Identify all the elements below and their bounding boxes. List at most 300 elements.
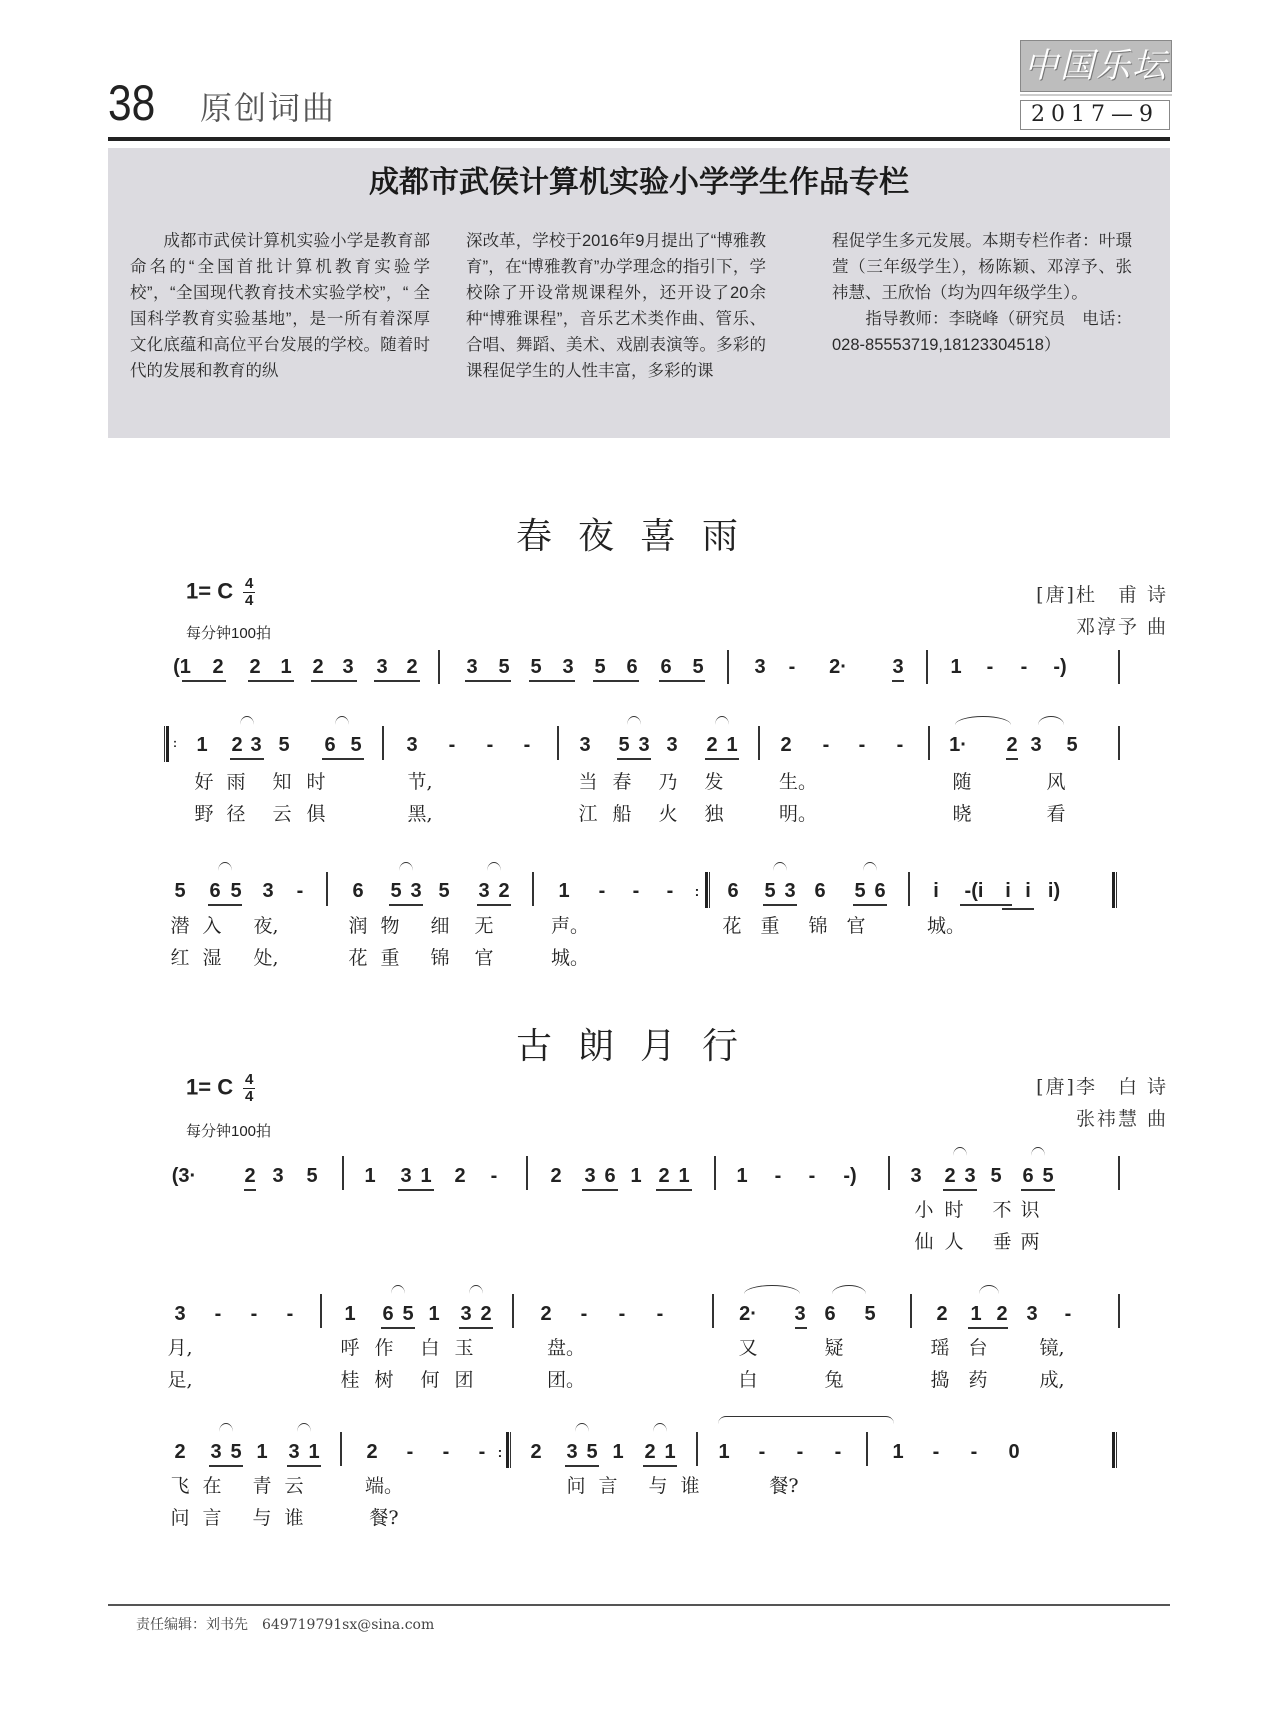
note: 2 <box>312 656 324 678</box>
note: 1 <box>718 1441 730 1463</box>
note: 3 <box>174 1303 186 1325</box>
intro-text-3: 程促学生多元发展。本期专栏作者：叶璟萱（三年级学生），杨陈颖、邓淳予、张祎慧、王欣怡（均为四年级学生）。 <box>832 232 1132 302</box>
lyric: 言 <box>202 1507 222 1529</box>
barline <box>1118 1294 1120 1328</box>
barline <box>512 1294 514 1328</box>
note: 3 <box>272 1165 284 1187</box>
barline <box>1118 1156 1120 1190</box>
lyric: 小 <box>914 1199 934 1221</box>
lyric: 好 <box>194 771 214 793</box>
note: 5 <box>1042 1165 1054 1187</box>
note: 2 <box>231 734 243 756</box>
note: 3 <box>566 1441 578 1463</box>
note: 1 <box>280 656 292 678</box>
lyric: 镜, <box>1039 1337 1065 1359</box>
note: 2 <box>936 1303 948 1325</box>
note: 6 <box>626 656 638 678</box>
lyric: 火 <box>658 803 678 825</box>
repeat-end <box>705 872 710 908</box>
footer-rule <box>108 1604 1170 1606</box>
note: 3 <box>460 1303 472 1325</box>
final-barline <box>1112 872 1117 908</box>
note: - <box>970 1441 978 1463</box>
note: 3 <box>406 734 418 756</box>
note: - <box>774 1165 782 1187</box>
intro-column-3 <box>832 228 1132 358</box>
key-label: 1= C <box>186 1074 234 1100</box>
lyric: 垂 <box>992 1231 1012 1253</box>
lyric: 江 <box>578 803 598 825</box>
barline <box>910 1294 912 1328</box>
lyric: 当 <box>578 771 598 793</box>
note: - <box>598 880 606 902</box>
barline <box>727 650 729 684</box>
note: - <box>618 1303 626 1325</box>
barline <box>438 650 440 684</box>
note: 2 <box>658 1165 670 1187</box>
note: 3 <box>342 656 354 678</box>
note: 5 <box>1066 734 1078 756</box>
note: 2 <box>550 1165 562 1187</box>
barline <box>1118 650 1120 684</box>
note: 1 <box>420 1165 432 1187</box>
note: 3 <box>288 1441 300 1463</box>
barline <box>532 872 534 906</box>
lyric: 官 <box>474 947 494 969</box>
note: - <box>580 1303 588 1325</box>
note: - <box>788 656 796 678</box>
lyric: 白 <box>738 1369 758 1391</box>
note: - <box>406 1441 414 1463</box>
barline <box>888 1156 890 1190</box>
lyric: 城。 <box>926 915 966 937</box>
note: 3 <box>579 734 591 756</box>
note: 2· <box>829 656 847 678</box>
lyric: 仙 <box>914 1231 934 1253</box>
note: 5 <box>498 656 510 678</box>
note: 5 <box>390 880 402 902</box>
lyric: 人 <box>944 1231 964 1253</box>
note: - <box>250 1303 258 1325</box>
note: 2 <box>406 656 418 678</box>
note: 2 <box>212 656 224 678</box>
note: 3 <box>892 656 904 678</box>
lyricist-1: [唐]杜 甫 诗 <box>1036 584 1168 606</box>
note: 2 <box>944 1165 956 1187</box>
note: 5 <box>692 656 704 678</box>
note: 2 <box>454 1165 466 1187</box>
note: 1 <box>364 1165 376 1187</box>
note: 3 <box>910 1165 922 1187</box>
note: 5 <box>230 880 242 902</box>
lyric: 飞 <box>170 1475 190 1497</box>
note: - <box>834 1441 842 1463</box>
page-number: 38 <box>108 75 156 131</box>
note: 2 <box>540 1303 552 1325</box>
note: 3 <box>262 880 274 902</box>
lyric: 锦 <box>808 915 828 937</box>
note: -) <box>1053 656 1067 678</box>
lyric: 问 <box>566 1475 586 1497</box>
note: - <box>858 734 866 756</box>
note: 5 <box>350 734 362 756</box>
note: - <box>523 734 531 756</box>
note: -(i <box>964 880 984 902</box>
note: 0 <box>1008 1441 1020 1463</box>
intro-advisor: 指导教师：李晓峰（研究员 电话：028-85553719,18123304518） <box>832 310 1132 354</box>
lyric: 花 <box>722 915 742 937</box>
lyric: 桂 <box>340 1369 360 1391</box>
editor-credit: 责任编辑：刘书先 649719791sx@sina.com <box>136 1617 435 1633</box>
note: 1 <box>630 1165 642 1187</box>
note: - <box>932 1441 940 1463</box>
note: - <box>448 734 456 756</box>
lyric: 晓 <box>952 803 972 825</box>
lyric: 无 <box>474 915 494 937</box>
lyric: 又 <box>738 1337 758 1359</box>
note: - <box>896 734 904 756</box>
lyric: 与 <box>252 1507 272 1529</box>
lyric: 谁 <box>680 1475 700 1497</box>
note: 3 <box>638 734 650 756</box>
lyric: 夜, <box>253 915 279 937</box>
note: 6 <box>324 734 336 756</box>
lyric: 湿 <box>202 947 222 969</box>
composer-2: 张祎慧 曲 <box>1075 1108 1168 1130</box>
note: - <box>296 880 304 902</box>
repeat-dots: : <box>694 883 700 899</box>
note: 6 <box>1022 1165 1034 1187</box>
lyric: 知 <box>272 771 292 793</box>
lyric: 时 <box>944 1199 964 1221</box>
time-top: 4 <box>245 575 254 592</box>
song-title-2: 古朗月行 <box>515 1026 764 1067</box>
lyric: 云 <box>272 803 292 825</box>
lyric: 何 <box>420 1369 440 1391</box>
note: 2 <box>530 1441 542 1463</box>
lyric: 花 <box>348 947 368 969</box>
note: 3 <box>964 1165 976 1187</box>
magazine-logo: 中国乐坛 <box>1020 40 1172 92</box>
lyric: 俱 <box>306 803 326 825</box>
note: 5 <box>764 880 776 902</box>
note: - <box>666 880 674 902</box>
lyric: 问 <box>170 1507 190 1529</box>
note: 5 <box>174 880 186 902</box>
repeat-dots: : <box>497 1444 503 1460</box>
lyric: 潜 <box>170 915 190 937</box>
repeat-start <box>164 726 169 762</box>
note: - <box>656 1303 664 1325</box>
intro-text-1: 成都市武侯计算机实验小学是教育部命名的“全国首批计算机教育实验学校”，“全国现代教育技术实验学校”，“ 全国科学教育实验基地”，是一所有着深厚文化底蕴和高位平台发展的学校。随着时代的发展和教育的纵 <box>130 232 430 380</box>
time-top: 4 <box>245 1071 254 1088</box>
note: 1 <box>970 1303 982 1325</box>
key-signature-2 <box>186 1072 255 1105</box>
lyric: 言 <box>598 1475 618 1497</box>
note: 5 <box>586 1441 598 1463</box>
lyric: 餐? <box>369 1507 399 1529</box>
note: 6 <box>352 880 364 902</box>
note: 1 <box>344 1303 356 1325</box>
note: 1 <box>664 1441 676 1463</box>
note: 3 <box>410 880 422 902</box>
lyric: 红 <box>170 947 190 969</box>
note: 2 <box>366 1441 378 1463</box>
note: - <box>490 1165 498 1187</box>
note: 2· <box>739 1303 757 1325</box>
note: -) <box>843 1165 857 1187</box>
lyricist-2: [唐]李 白 诗 <box>1036 1076 1168 1098</box>
note: 3 <box>1030 734 1042 756</box>
note: 3 <box>478 880 490 902</box>
repeat-end <box>506 1432 511 1468</box>
note: 6 <box>660 656 672 678</box>
tempo-2: 每分钟100拍 <box>186 1123 272 1140</box>
barline <box>557 726 559 760</box>
note: 2 <box>480 1303 492 1325</box>
time-signature <box>243 1072 255 1105</box>
note: 1 <box>612 1441 624 1463</box>
note: 3 <box>584 1165 596 1187</box>
section-title: 原创词曲 <box>200 89 337 127</box>
composer-1: 邓淳予 曲 <box>1075 616 1168 638</box>
note: 5 <box>854 880 866 902</box>
note: 5 <box>990 1165 1002 1187</box>
lyric: 成, <box>1039 1369 1065 1391</box>
note: (3· <box>171 1165 197 1187</box>
note: 1 <box>736 1165 748 1187</box>
lyric: 树 <box>374 1369 394 1391</box>
barline <box>696 1432 698 1466</box>
lyric: 黑, <box>407 803 433 825</box>
lyric: 野 <box>194 803 214 825</box>
note: i <box>1025 880 1031 902</box>
barline <box>382 726 384 760</box>
note: - <box>478 1441 486 1463</box>
lyric: 青 <box>252 1475 272 1497</box>
key-signature-1 <box>186 576 255 609</box>
note: 2 <box>996 1303 1008 1325</box>
lyric: 随 <box>952 771 972 793</box>
issue-number: 2017—9 <box>1020 100 1170 130</box>
barline <box>926 650 928 684</box>
note: i <box>933 880 939 902</box>
note: 3 <box>784 880 796 902</box>
note: 5 <box>438 880 450 902</box>
lyric: 两 <box>1020 1231 1040 1253</box>
barline <box>326 872 328 906</box>
intro-text-2: 深改革，学校于2016年9月提出了“博雅教育”，在“博雅教育”办学理念的指引下，学校除了开设常规课程外，还开设了20余种“博雅课程”，音乐艺术类作曲、管乐、合唱、舞蹈、美术、戏剧表演等。多彩的课程促学生的人性丰富，多彩的课 <box>466 232 766 380</box>
lyric: 发 <box>704 771 724 793</box>
barline <box>342 1156 344 1190</box>
lyric: 台 <box>968 1337 988 1359</box>
logo-divider <box>1020 94 1172 96</box>
note: i) <box>1047 880 1061 902</box>
note: - <box>1064 1303 1072 1325</box>
barline <box>866 1432 868 1466</box>
lyric: 风 <box>1046 771 1066 793</box>
note: (1 <box>173 656 191 678</box>
note: 3 <box>466 656 478 678</box>
note: 1 <box>196 734 208 756</box>
lyric: 在 <box>202 1475 222 1497</box>
note: 6 <box>604 1165 616 1187</box>
column-title: 成都市武侯计算机实验小学学生作品专栏 <box>369 165 909 200</box>
note: 5 <box>278 734 290 756</box>
barline <box>320 1294 322 1328</box>
note: - <box>822 734 830 756</box>
note: - <box>214 1303 222 1325</box>
intro-column-2 <box>466 228 766 384</box>
note: - <box>632 880 640 902</box>
note: - <box>808 1165 816 1187</box>
time-bottom: 4 <box>245 1088 254 1105</box>
note: 6 <box>874 880 886 902</box>
tempo-1: 每分钟100拍 <box>186 625 272 642</box>
note: 2 <box>780 734 792 756</box>
lyric: 识 <box>1020 1199 1040 1221</box>
lyric: 声。 <box>550 915 590 937</box>
note: 5 <box>402 1303 414 1325</box>
lyric: 足, <box>167 1369 193 1391</box>
lyric: 细 <box>430 915 450 937</box>
note: 5 <box>530 656 542 678</box>
note: 3 <box>376 656 388 678</box>
note: 5 <box>618 734 630 756</box>
lyric: 呼 <box>340 1337 360 1359</box>
note: 2 <box>644 1441 656 1463</box>
note: - <box>796 1441 804 1463</box>
barline <box>714 1156 716 1190</box>
lyric: 月, <box>167 1337 193 1359</box>
lyric: 官 <box>846 915 866 937</box>
lyric: 处, <box>253 947 279 969</box>
barline <box>928 726 930 760</box>
lyric: 盘。 <box>546 1337 586 1359</box>
lyric: 生。 <box>778 771 818 793</box>
note: 3 <box>250 734 262 756</box>
note: 3 <box>794 1303 806 1325</box>
lyric: 团。 <box>546 1369 586 1391</box>
note: 2 <box>249 656 261 678</box>
lyric: 时 <box>306 771 326 793</box>
lyric: 雨 <box>226 771 246 793</box>
intro-column-1 <box>130 228 430 384</box>
final-barline <box>1112 1432 1117 1468</box>
lyric: 重 <box>760 915 780 937</box>
note: - <box>986 656 994 678</box>
note: - <box>286 1303 294 1325</box>
lyric: 锦 <box>430 947 450 969</box>
barline <box>526 1156 528 1190</box>
note: 2 <box>174 1441 186 1463</box>
lyric: 明。 <box>778 803 818 825</box>
note: 5 <box>864 1303 876 1325</box>
note: i <box>1005 880 1011 902</box>
note: 1 <box>308 1441 320 1463</box>
note: - <box>1020 656 1028 678</box>
note: 5 <box>306 1165 318 1187</box>
time-signature <box>243 576 255 609</box>
lyric: 润 <box>348 915 368 937</box>
lyric: 与 <box>648 1475 668 1497</box>
note: 2 <box>244 1165 256 1187</box>
note: 3 <box>666 734 678 756</box>
barline <box>712 1294 714 1328</box>
barline <box>758 726 760 760</box>
note: 3 <box>754 656 766 678</box>
time-bottom: 4 <box>245 592 254 609</box>
key-label: 1= C <box>186 578 234 604</box>
lyric: 药 <box>968 1369 988 1391</box>
note: 2 <box>1006 734 1018 756</box>
repeat-dots: : <box>173 736 177 750</box>
note: 6 <box>727 880 739 902</box>
barline <box>908 872 910 906</box>
song-title-1: 春夜喜雨 <box>515 516 764 557</box>
barline <box>1118 726 1120 760</box>
lyric: 兔 <box>824 1369 844 1391</box>
note: 1 <box>428 1303 440 1325</box>
note: 1 <box>558 880 570 902</box>
header-rule <box>108 137 1170 141</box>
lyric: 春 <box>612 771 632 793</box>
note: 3 <box>1026 1303 1038 1325</box>
lyric: 独 <box>704 803 724 825</box>
lyric: 径 <box>226 803 246 825</box>
lyric: 看 <box>1046 803 1066 825</box>
lyric: 城。 <box>550 947 590 969</box>
lyric: 作 <box>374 1337 394 1359</box>
note: - <box>442 1441 450 1463</box>
lyric: 白 <box>420 1337 440 1359</box>
lyric: 疑 <box>824 1337 844 1359</box>
note: 6 <box>209 880 221 902</box>
note: 2 <box>498 880 510 902</box>
note: 3 <box>210 1441 222 1463</box>
note: 6 <box>382 1303 394 1325</box>
lyric: 谁 <box>284 1507 304 1529</box>
lyric: 重 <box>380 947 400 969</box>
lyric: 乃 <box>658 771 678 793</box>
lyric: 餐? <box>769 1475 799 1497</box>
note: 5 <box>594 656 606 678</box>
barline <box>340 1432 342 1466</box>
note: 5 <box>230 1441 242 1463</box>
note: 1 <box>950 656 962 678</box>
lyric: 瑶 <box>930 1337 950 1359</box>
note: 1 <box>726 734 738 756</box>
note: 3 <box>400 1165 412 1187</box>
note: 2 <box>706 734 718 756</box>
note: 1 <box>892 1441 904 1463</box>
lyric: 端。 <box>364 1475 404 1497</box>
lyric: 节, <box>407 771 433 793</box>
lyric: 玉 <box>454 1337 474 1359</box>
note: 1· <box>949 734 967 756</box>
lyric: 物 <box>380 915 400 937</box>
note: 6 <box>814 880 826 902</box>
note: - <box>486 734 494 756</box>
lyric: 入 <box>202 915 222 937</box>
lyric: 捣 <box>930 1369 950 1391</box>
note: 1 <box>256 1441 268 1463</box>
lyric: 不 <box>992 1199 1012 1221</box>
lyric: 团 <box>454 1369 474 1391</box>
note: 1 <box>678 1165 690 1187</box>
lyric: 云 <box>284 1475 304 1497</box>
lyric: 船 <box>612 803 632 825</box>
